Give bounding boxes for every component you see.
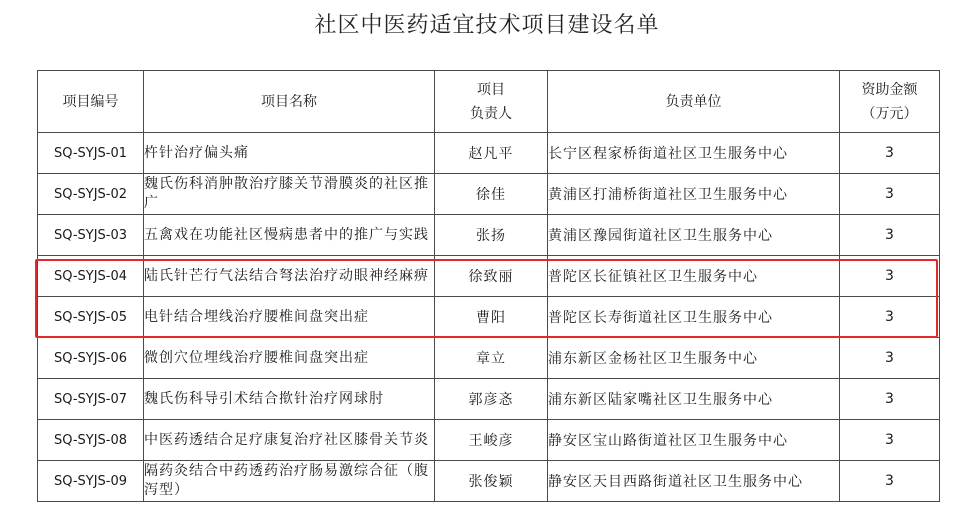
project-leader: 徐佳 <box>435 174 548 215</box>
table-row <box>38 174 940 215</box>
header-amount-line2: （万元） <box>861 105 918 122</box>
header-code: 项目编号 <box>38 71 144 133</box>
project-name: 五禽戏在功能社区慢病患者中的推广与实践 <box>144 215 435 256</box>
project-leader: 王峻彦 <box>435 420 548 461</box>
project-leader: 张扬 <box>435 215 548 256</box>
responsible-unit: 普陀区长征镇社区卫生服务中心 <box>548 256 840 297</box>
project-code: SQ-SYJS-06 <box>38 338 144 379</box>
funding-amount: 3 <box>840 461 940 502</box>
table-row <box>38 297 940 338</box>
header-unit: 负责单位 <box>548 71 840 133</box>
responsible-unit: 黄浦区豫园街道社区卫生服务中心 <box>548 215 840 256</box>
project-name: 隔药灸结合中药透药治疗肠易激综合征（腹泻型） <box>144 461 435 502</box>
project-name: 电针结合埋线治疗腰椎间盘突出症 <box>144 297 435 338</box>
project-table <box>37 70 940 502</box>
document-title: 社区中医药适宜技术项目建设名单 <box>314 13 660 38</box>
project-leader: 徐致丽 <box>435 256 548 297</box>
project-code: SQ-SYJS-04 <box>38 256 144 297</box>
project-name: 魏氏伤科消肿散治疗膝关节滑膜炎的社区推广 <box>144 174 435 215</box>
project-code: SQ-SYJS-05 <box>38 297 144 338</box>
funding-amount: 3 <box>840 420 940 461</box>
project-code: SQ-SYJS-02 <box>38 174 144 215</box>
funding-amount: 3 <box>840 379 940 420</box>
project-leader: 郭彦忞 <box>435 379 548 420</box>
header-person-line2: 负责人 <box>470 105 512 122</box>
table-row <box>38 379 940 420</box>
project-name: 微创穴位埋线治疗腰椎间盘突出症 <box>144 338 435 379</box>
project-code: SQ-SYJS-03 <box>38 215 144 256</box>
responsible-unit: 长宁区程家桥街道社区卫生服务中心 <box>548 133 840 174</box>
project-name: 魏氏伤科导引术结合揿针治疗网球肘 <box>144 379 435 420</box>
project-code: SQ-SYJS-09 <box>38 461 144 502</box>
project-leader: 赵凡平 <box>435 133 548 174</box>
project-leader: 章立 <box>435 338 548 379</box>
responsible-unit: 浦东新区金杨社区卫生服务中心 <box>548 338 840 379</box>
table-row <box>38 215 940 256</box>
project-leader: 曹阳 <box>435 297 548 338</box>
table-row <box>38 133 940 174</box>
responsible-unit: 黄浦区打浦桥街道社区卫生服务中心 <box>548 174 840 215</box>
header-person-line1: 项目 <box>477 81 505 98</box>
funding-amount: 3 <box>840 215 940 256</box>
funding-amount: 3 <box>840 133 940 174</box>
table-row <box>38 420 940 461</box>
table-row <box>38 461 940 502</box>
header-person <box>435 71 548 133</box>
project-code: SQ-SYJS-08 <box>38 420 144 461</box>
responsible-unit: 浦东新区陆家嘴社区卫生服务中心 <box>548 379 840 420</box>
funding-amount: 3 <box>840 174 940 215</box>
project-code: SQ-SYJS-01 <box>38 133 144 174</box>
table-row <box>38 256 940 297</box>
project-name: 杵针治疗偏头痛 <box>144 133 435 174</box>
responsible-unit: 普陀区长寿街道社区卫生服务中心 <box>548 297 840 338</box>
responsible-unit: 静安区天目西路街道社区卫生服务中心 <box>548 461 840 502</box>
project-name: 中医药透结合足疗康复治疗社区膝骨关节炎 <box>144 420 435 461</box>
header-amount-line1: 资助金额 <box>861 81 918 98</box>
responsible-unit: 静安区宝山路街道社区卫生服务中心 <box>548 420 840 461</box>
funding-amount: 3 <box>840 256 940 297</box>
project-leader: 张俊颖 <box>435 461 548 502</box>
project-name: 陆氏针芒行气法结合弩法治疗动眼神经麻痹 <box>144 256 435 297</box>
header-amount <box>840 71 940 133</box>
table-header-row <box>38 71 940 133</box>
header-name: 项目名称 <box>144 71 435 133</box>
funding-amount: 3 <box>840 297 940 338</box>
project-code: SQ-SYJS-07 <box>38 379 144 420</box>
table-row <box>38 338 940 379</box>
funding-amount: 3 <box>840 338 940 379</box>
